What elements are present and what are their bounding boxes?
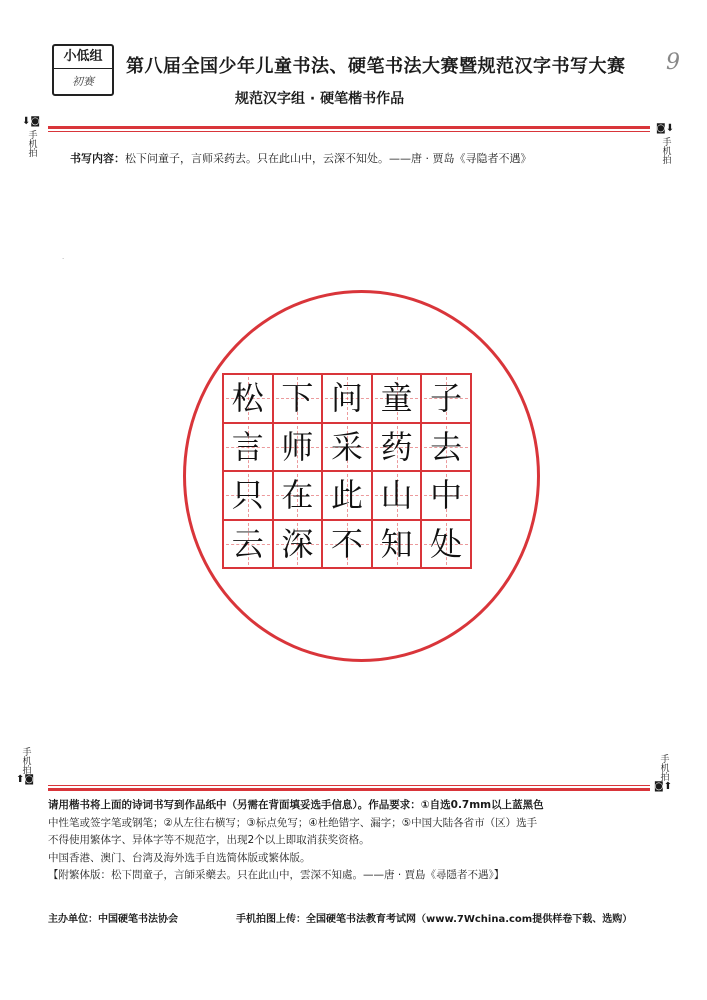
camera-mark-label: 手机拍 xyxy=(20,747,31,774)
top-divider xyxy=(48,126,650,132)
grid-character: 子 xyxy=(430,379,463,418)
camera-mark-bottom-left xyxy=(16,745,34,786)
grid-cell xyxy=(372,423,422,472)
grid-cell xyxy=(372,374,422,423)
grid-cell xyxy=(421,471,471,520)
grid-character: 云 xyxy=(231,524,264,563)
grid-cell xyxy=(421,374,471,423)
grid-cell xyxy=(223,374,273,423)
grid-character: 采 xyxy=(330,427,363,466)
grid-cell xyxy=(273,423,323,472)
handwritten-score: 9 xyxy=(666,50,680,75)
grid-character: 中 xyxy=(430,476,463,515)
badge-stage-label: 初赛 xyxy=(72,75,94,88)
instruction-line: 【附繁体版：松下問童子，言師采藥去。只在此山中，雲深不知處。——唐 · 賈島《尋隱者不遇》】 xyxy=(48,869,505,881)
grid-cell xyxy=(322,374,372,423)
grid-character: 童 xyxy=(380,379,413,418)
grid-cell xyxy=(273,471,323,520)
grid-character: 药 xyxy=(380,427,413,466)
grid-character: 深 xyxy=(281,524,314,563)
grid-cell xyxy=(322,520,372,569)
camera-icon: ⬇◙ xyxy=(22,116,41,127)
grid-character: 师 xyxy=(281,427,314,466)
camera-mark-label: 手机拍 xyxy=(26,130,37,157)
grid-character: 此 xyxy=(330,476,363,515)
grid-character: 问 xyxy=(330,379,363,418)
camera-icon: ⬆◙ xyxy=(16,774,35,785)
writing-content-text: 松下问童子，言师采药去。只在此山中，云深不知处。——唐 · 贾岛《寻隐者不遇》 xyxy=(125,152,532,165)
paper-speck: · xyxy=(62,255,65,263)
instruction-line: 中国香港、澳门、台湾及海外选手自选简体版或繁体版。 xyxy=(48,851,311,864)
grid-character: 山 xyxy=(380,476,413,515)
grid-character: 去 xyxy=(430,427,463,466)
writing-content-label: 书写内容： xyxy=(70,152,125,165)
grid-cell xyxy=(273,520,323,569)
group-badge xyxy=(52,44,114,96)
bottom-divider xyxy=(48,785,650,791)
instruction-line: 请用楷书将上面的诗词书写到作品纸中（另需在背面填妥选手信息）。作品要求：①自选0.7mm以上蓝黑色 xyxy=(48,799,544,811)
grid-cell xyxy=(372,520,422,569)
camera-mark-top-right xyxy=(656,123,674,164)
organizer-text: 主办单位：中国硬笔书法协会 xyxy=(48,914,178,925)
grid-cell xyxy=(322,471,372,520)
upload-text: 手机拍图上传：全国硬笔书法教育考试网（www.7Wchina.com提供样卷下载、选购） xyxy=(236,914,633,925)
grid-character: 言 xyxy=(231,427,264,466)
writing-content xyxy=(70,150,532,166)
camera-mark-label: 手机拍 xyxy=(660,137,671,164)
grid-character: 下 xyxy=(281,379,314,418)
grid-character: 处 xyxy=(430,524,463,563)
camera-icon: ◙⬇ xyxy=(656,123,675,134)
grid-cell xyxy=(372,471,422,520)
camera-mark-label: 手机拍 xyxy=(658,754,669,781)
camera-mark-bottom-right xyxy=(654,752,672,793)
camera-icon: ◙⬆ xyxy=(654,781,673,792)
grid-cell xyxy=(421,423,471,472)
grid-character: 只 xyxy=(231,476,264,515)
camera-mark-top-left xyxy=(22,116,40,157)
grid-character: 不 xyxy=(330,524,363,563)
grid-cell xyxy=(421,520,471,569)
writing-grid xyxy=(222,373,472,569)
grid-character: 知 xyxy=(380,524,413,563)
grid-cell xyxy=(223,471,273,520)
instructions-block xyxy=(48,797,648,885)
instruction-line: 不得使用繁体字、异体字等不规范字，出现2个以上即取消获奖资格。 xyxy=(48,834,370,846)
grid-cell xyxy=(223,423,273,472)
grid-character: 松 xyxy=(231,379,264,418)
page-subtitle: 规范汉字组 · 硬笔楷书作品 xyxy=(235,91,405,107)
grid-cell xyxy=(322,423,372,472)
grid-cell xyxy=(223,520,273,569)
page-title: 第八届全国少年儿童书法、硬笔书法大赛暨规范汉字书写大赛 xyxy=(126,56,626,77)
grid-character: 在 xyxy=(281,476,314,515)
instruction-line: 中性笔或签字笔或钢笔；②从左往右横写；③标点免写；④杜绝错字、漏字；⑤中国大陆各省市（区）选手 xyxy=(48,816,538,829)
grid-cell xyxy=(273,374,323,423)
badge-group-label: 小低组 xyxy=(54,46,112,69)
